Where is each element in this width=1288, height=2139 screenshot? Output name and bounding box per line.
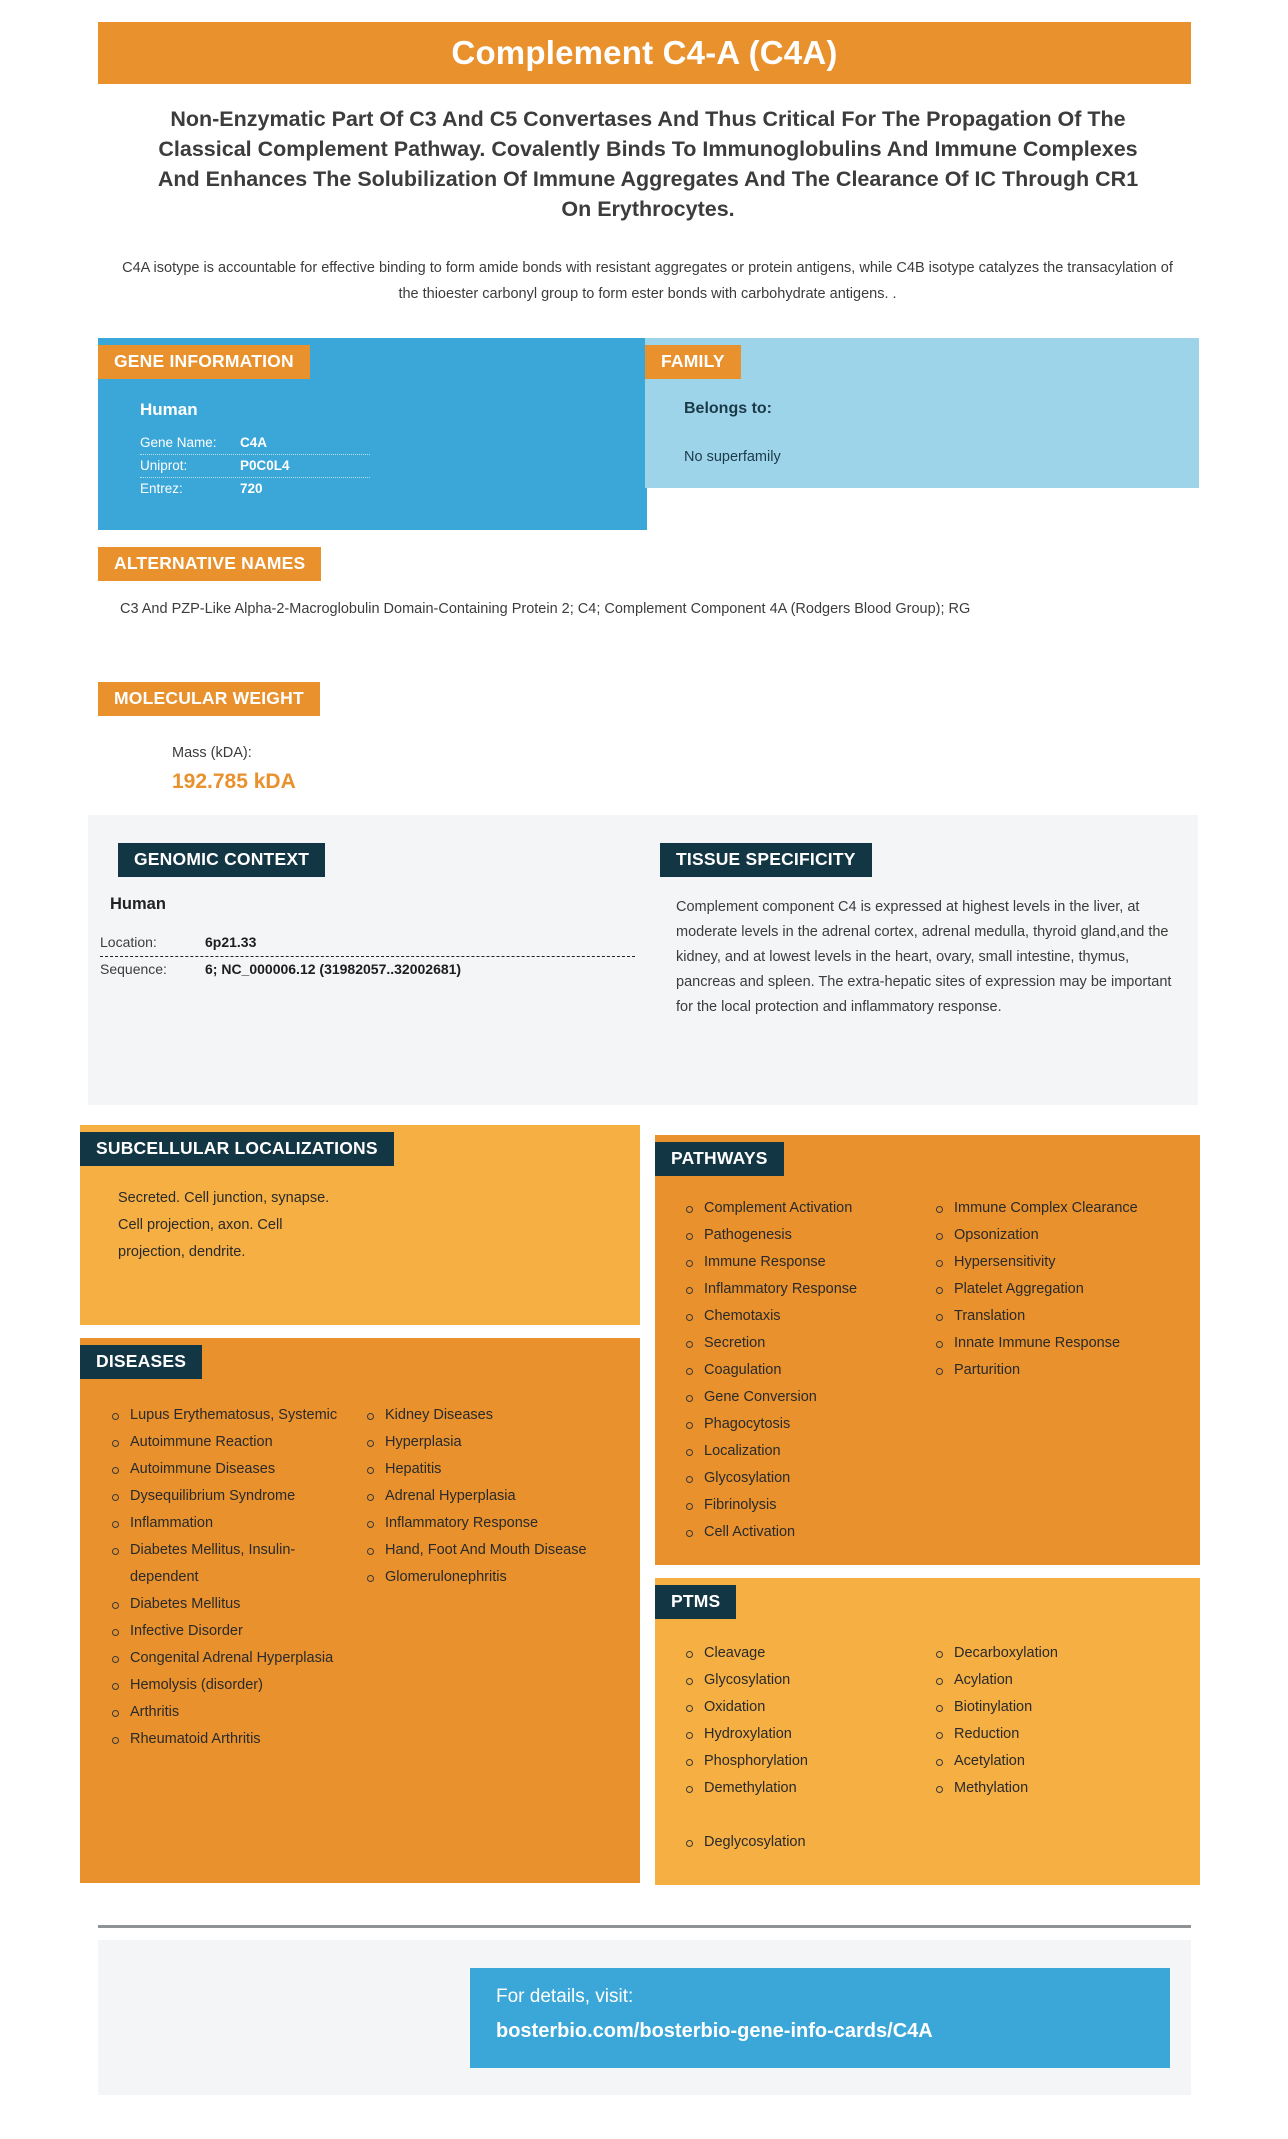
list-item: Inflammatory Response — [682, 1276, 932, 1303]
footer-cta-url[interactable]: bosterbio.com/bosterbio-gene-info-cards/C4A — [496, 2020, 933, 2042]
genomic-row — [100, 957, 635, 983]
molecular-weight-label: Mass (kDA): — [172, 745, 252, 761]
list-item: Decarboxylation — [932, 1640, 1182, 1667]
alternative-names-text: C3 And PZP-Like Alpha-2-Macroglobulin Domain-Containing Protein 2; C4; Complement Component 4A (Rodgers Blood Group); RG — [120, 601, 971, 617]
footer-cta[interactable] — [470, 1968, 1170, 2068]
list-item: Reduction — [932, 1721, 1182, 1748]
genomic-organism: Human — [110, 895, 166, 913]
list-item: Immune Complex Clearance — [932, 1195, 1182, 1222]
diseases-lists — [108, 1402, 618, 1753]
genomic-row-label: Sequence: — [100, 961, 167, 977]
diseases-column-1 — [108, 1402, 363, 1753]
list-item: Cell Activation — [682, 1519, 932, 1546]
subcellular-localizations-heading: SUBCELLULAR LOCALIZATIONS — [80, 1132, 394, 1166]
molecular-weight-value: 192.785 kDA — [172, 770, 296, 793]
list-item: Diabetes Mellitus — [108, 1591, 363, 1618]
list-item: Immune Response — [682, 1249, 932, 1276]
list-item: Platelet Aggregation — [932, 1276, 1182, 1303]
pathways-list — [932, 1195, 1182, 1384]
gene-row — [140, 478, 370, 500]
list-item: Phagocytosis — [682, 1411, 932, 1438]
family-heading: FAMILY — [645, 345, 741, 379]
pathways-header — [655, 1142, 784, 1176]
footer-cta-label: For details, visit: — [496, 1986, 634, 2007]
ptms-lists — [682, 1640, 1182, 1856]
description-paragraph: C4A isotype is accountable for effective binding to form amide bonds with resistant aggregates or protein antigens, while C4B isotype catalyzes the transacylation of the thioester carbonyl group to form ester bonds with carbohydrate antigens. . — [122, 260, 1173, 302]
list-item: Diabetes Mellitus, Insulin-dependent — [108, 1537, 363, 1591]
molecular-weight-header — [98, 682, 320, 716]
list-item: Complement Activation — [682, 1195, 932, 1222]
tissue-specificity-heading: TISSUE SPECIFICITY — [660, 843, 872, 877]
pathways-column-2 — [932, 1195, 1182, 1546]
list-item: Hyperplasia — [363, 1429, 618, 1456]
diseases-list — [363, 1402, 618, 1591]
list-item: Pathogenesis — [682, 1222, 932, 1249]
alternative-names-heading: ALTERNATIVE NAMES — [98, 547, 321, 581]
subcellular-localizations-header — [80, 1132, 394, 1166]
genomic-row-value: 6p21.33 — [205, 934, 257, 950]
list-item: Hydroxylation — [682, 1721, 932, 1748]
gene-row-value: P0C0L4 — [240, 458, 290, 473]
list-item: Arthritis — [108, 1699, 363, 1726]
gene-row-value: 720 — [240, 481, 263, 496]
list-item: Glomerulonephritis — [363, 1564, 618, 1591]
list-item: Phosphorylation — [682, 1748, 932, 1775]
list-item: Dysequilibrium Syndrome — [108, 1483, 363, 1510]
molecular-weight-heading: MOLECULAR WEIGHT — [98, 682, 320, 716]
list-item: Hemolysis (disorder) — [108, 1672, 363, 1699]
list-item: Localization — [682, 1438, 932, 1465]
list-item: Rheumatoid Arthritis — [108, 1726, 363, 1753]
tissue-specificity-header — [660, 843, 872, 877]
diseases-column-2 — [363, 1402, 618, 1753]
diseases-heading: DISEASES — [80, 1345, 202, 1379]
list-item: Glycosylation — [682, 1667, 932, 1694]
family-belongs-label: Belongs to: — [684, 400, 772, 417]
gene-row — [140, 432, 370, 455]
list-item: Congenital Adrenal Hyperplasia — [108, 1645, 363, 1672]
title-banner — [98, 22, 1191, 84]
diseases-list — [108, 1402, 363, 1753]
tissue-specificity-text: Complement component C4 is expressed at highest levels in the liver, at moderate levels in the adrenal cortex, adrenal medulla, thyroid gland,and the kidney, and at lowest levels in the heart, ovary, small intestine, thymus, pancreas and spleen. The extra-hepatic sites of expression may be important for the local protection and inflammatory response. — [676, 899, 1172, 1015]
gene-row-label: Uniprot: — [140, 458, 188, 473]
list-item: Hand, Foot And Mouth Disease — [363, 1537, 618, 1564]
genomic-context-rows — [100, 930, 635, 983]
ptms-list — [682, 1640, 932, 1856]
ptms-list — [932, 1640, 1182, 1802]
list-item: Deglycosylation — [682, 1829, 932, 1856]
list-item: Opsonization — [932, 1222, 1182, 1249]
list-item: Parturition — [932, 1357, 1182, 1384]
family-header — [645, 345, 741, 379]
list-item: Fibrinolysis — [682, 1492, 932, 1519]
genomic-context-header — [118, 843, 325, 877]
list-item: Methylation — [932, 1775, 1182, 1802]
list-item: Glycosylation — [682, 1465, 932, 1492]
gene-row — [140, 455, 370, 478]
ptms-column-2 — [932, 1640, 1182, 1856]
genomic-context-heading: GENOMIC CONTEXT — [118, 843, 325, 877]
gene-information-rows — [140, 432, 370, 500]
ptms-header — [655, 1585, 736, 1619]
list-item: Acetylation — [932, 1748, 1182, 1775]
list-item: Gene Conversion — [682, 1384, 932, 1411]
gene-information-heading: GENE INFORMATION — [98, 345, 310, 379]
page-title: Complement C4-A (C4A) — [451, 34, 838, 71]
list-item: Autoimmune Reaction — [108, 1429, 363, 1456]
pathways-column-1 — [682, 1195, 932, 1546]
subcellular-localizations-text: Secreted. Cell junction, synapse. Cell projection, axon. Cell projection, dendrite. — [118, 1190, 330, 1260]
list-item: Biotinylation — [932, 1694, 1182, 1721]
gene-row-label: Entrez: — [140, 481, 183, 496]
list-item: Cleavage — [682, 1640, 932, 1667]
gene-row-value: C4A — [240, 435, 268, 450]
list-item: Adrenal Hyperplasia — [363, 1483, 618, 1510]
genomic-row-label: Location: — [100, 934, 157, 950]
list-item: Oxidation — [682, 1694, 932, 1721]
list-item: Infective Disorder — [108, 1618, 363, 1645]
pathways-list — [682, 1195, 932, 1546]
list-item: Inflammatory Response — [363, 1510, 618, 1537]
list-item: Autoimmune Diseases — [108, 1456, 363, 1483]
list-item: Translation — [932, 1303, 1182, 1330]
list-item: Coagulation — [682, 1357, 932, 1384]
list-item: Innate Immune Response — [932, 1330, 1182, 1357]
list-item: Secretion — [682, 1330, 932, 1357]
footer-divider — [98, 1925, 1191, 1928]
gene-row-label: Gene Name: — [140, 435, 217, 450]
family-value: No superfamily — [684, 449, 781, 465]
list-item: Lupus Erythematosus, Systemic — [108, 1402, 363, 1429]
subtitle: Non-Enzymatic Part Of C3 And C5 Convertases And Thus Critical For The Propagation Of The Classical Complement Pathway. Covalently Binds To Immunoglobulins And Immune Complexes And Enhances The Solubilization Of Immune Aggregates And The Clearance Of IC Through CR1 On Erythrocytes. — [157, 107, 1139, 221]
diseases-header — [80, 1345, 202, 1379]
gene-information-header — [98, 345, 310, 379]
gene-organism: Human — [140, 400, 198, 419]
ptms-column-1 — [682, 1640, 932, 1856]
list-item: Acylation — [932, 1667, 1182, 1694]
list-item: Demethylation — [682, 1775, 932, 1802]
list-item: Inflammation — [108, 1510, 363, 1537]
list-item: Kidney Diseases — [363, 1402, 618, 1429]
ptms-heading: PTMS — [655, 1585, 736, 1619]
pathways-lists — [682, 1195, 1182, 1546]
list-item: Chemotaxis — [682, 1303, 932, 1330]
alternative-names-header — [98, 547, 321, 581]
list-item: Hypersensitivity — [932, 1249, 1182, 1276]
genomic-row — [100, 930, 635, 957]
pathways-heading: PATHWAYS — [655, 1142, 784, 1176]
genomic-row-value: 6; NC_000006.12 (31982057..32002681) — [205, 961, 462, 977]
list-item: Hepatitis — [363, 1456, 618, 1483]
list-spacer — [682, 1802, 932, 1829]
